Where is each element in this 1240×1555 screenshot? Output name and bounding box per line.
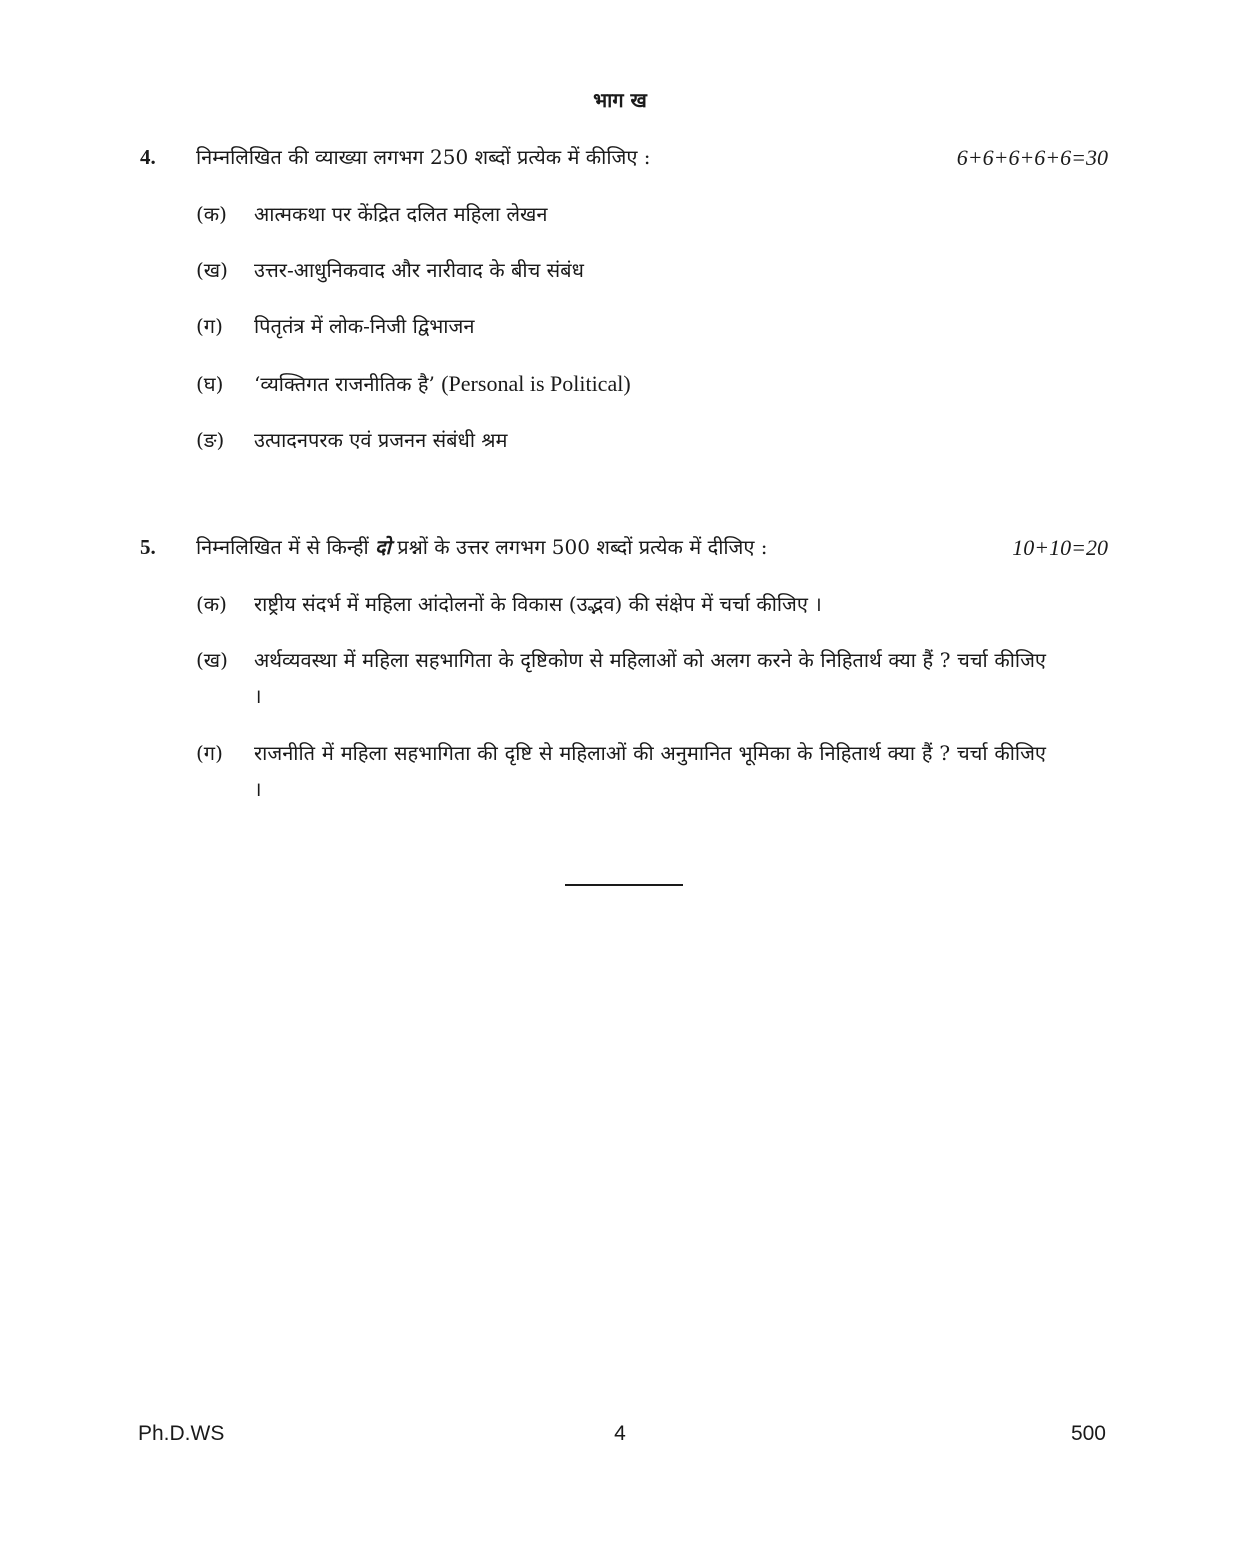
sub-item (196, 735, 1046, 807)
sub-item-label: (ग) (196, 314, 223, 338)
sub-item-text: उत्पादनपरक एवं प्रजनन संबंधी श्रम (254, 428, 508, 452)
prompt-text: निम्नलिखित में से किन्हीं (196, 535, 369, 559)
sub-item-label: (ङ) (196, 428, 225, 452)
sub-item (196, 586, 1046, 622)
page-title: भाग ख (593, 88, 647, 112)
sub-item (196, 642, 1046, 714)
footer-page-number: 4 (614, 1422, 626, 1445)
prompt-emphasis: दो (375, 535, 391, 559)
sub-item-text: उत्तर-आधुनिकवाद और नारीवाद के बीच संबंध (254, 258, 584, 282)
sub-item-body (254, 366, 1046, 402)
sub-item-label: (क) (196, 202, 227, 226)
end-rule (565, 884, 683, 886)
sub-item (196, 366, 1046, 402)
sub-item (196, 308, 1046, 344)
sub-item-text: पितृतंत्र में लोक-निजी द्विभाजन (254, 314, 475, 338)
question-prompt (196, 533, 768, 560)
sub-item-text: राष्ट्रीय संदर्भ में महिला आंदोलनों के विकास (उद्भव) की संक्षेप में चर्चा कीजिए । (254, 592, 822, 616)
sub-item-label: (ख) (196, 648, 228, 672)
sub-item-text: राजनीति में महिला सहभागिता की दृष्टि से महिलाओं की अनुमानित भूमिका के निहितार्थ क्या हैं ? चर्चा कीजिए । (254, 741, 1046, 801)
question-marks: 6+6+6+6+6=30 (956, 145, 1108, 170)
sub-item-label: (ख) (196, 258, 228, 282)
prompt-text: प्रश्नों के उत्तर लगभग 500 शब्दों प्रत्येक में दीजिए : (397, 535, 768, 559)
sub-item-label: (घ) (196, 372, 224, 396)
sub-item (196, 196, 1046, 232)
sub-item-label: (क) (196, 592, 227, 616)
question-prompt: निम्नलिखित की व्याख्या लगभग 250 शब्दों प्रत्येक में कीजिए : (196, 145, 651, 169)
sub-item (196, 422, 1046, 458)
question-marks: 10+10=20 (1012, 535, 1108, 560)
sub-item-text: अर्थव्यवस्था में महिला सहभागिता के दृष्टिकोण से महिलाओं को अलग करने के निहितार्थ क्या हैं ? चर्चा कीजिए । (254, 648, 1046, 708)
sub-item (196, 252, 1046, 288)
sub-item-label: (ग) (196, 741, 223, 765)
sub-item-text: ‘व्यक्तिगत राजनीतिक है’ (254, 372, 435, 396)
footer-code: Ph.D.WS (138, 1422, 225, 1445)
question-number: 4. (140, 145, 156, 169)
sub-item-latin-text: (Personal is Political) (441, 371, 631, 396)
question-number: 5. (140, 535, 156, 559)
footer-serial: 500 (1070, 1422, 1106, 1445)
sub-item-text: आत्मकथा पर केंद्रित दलित महिला लेखन (254, 202, 548, 226)
